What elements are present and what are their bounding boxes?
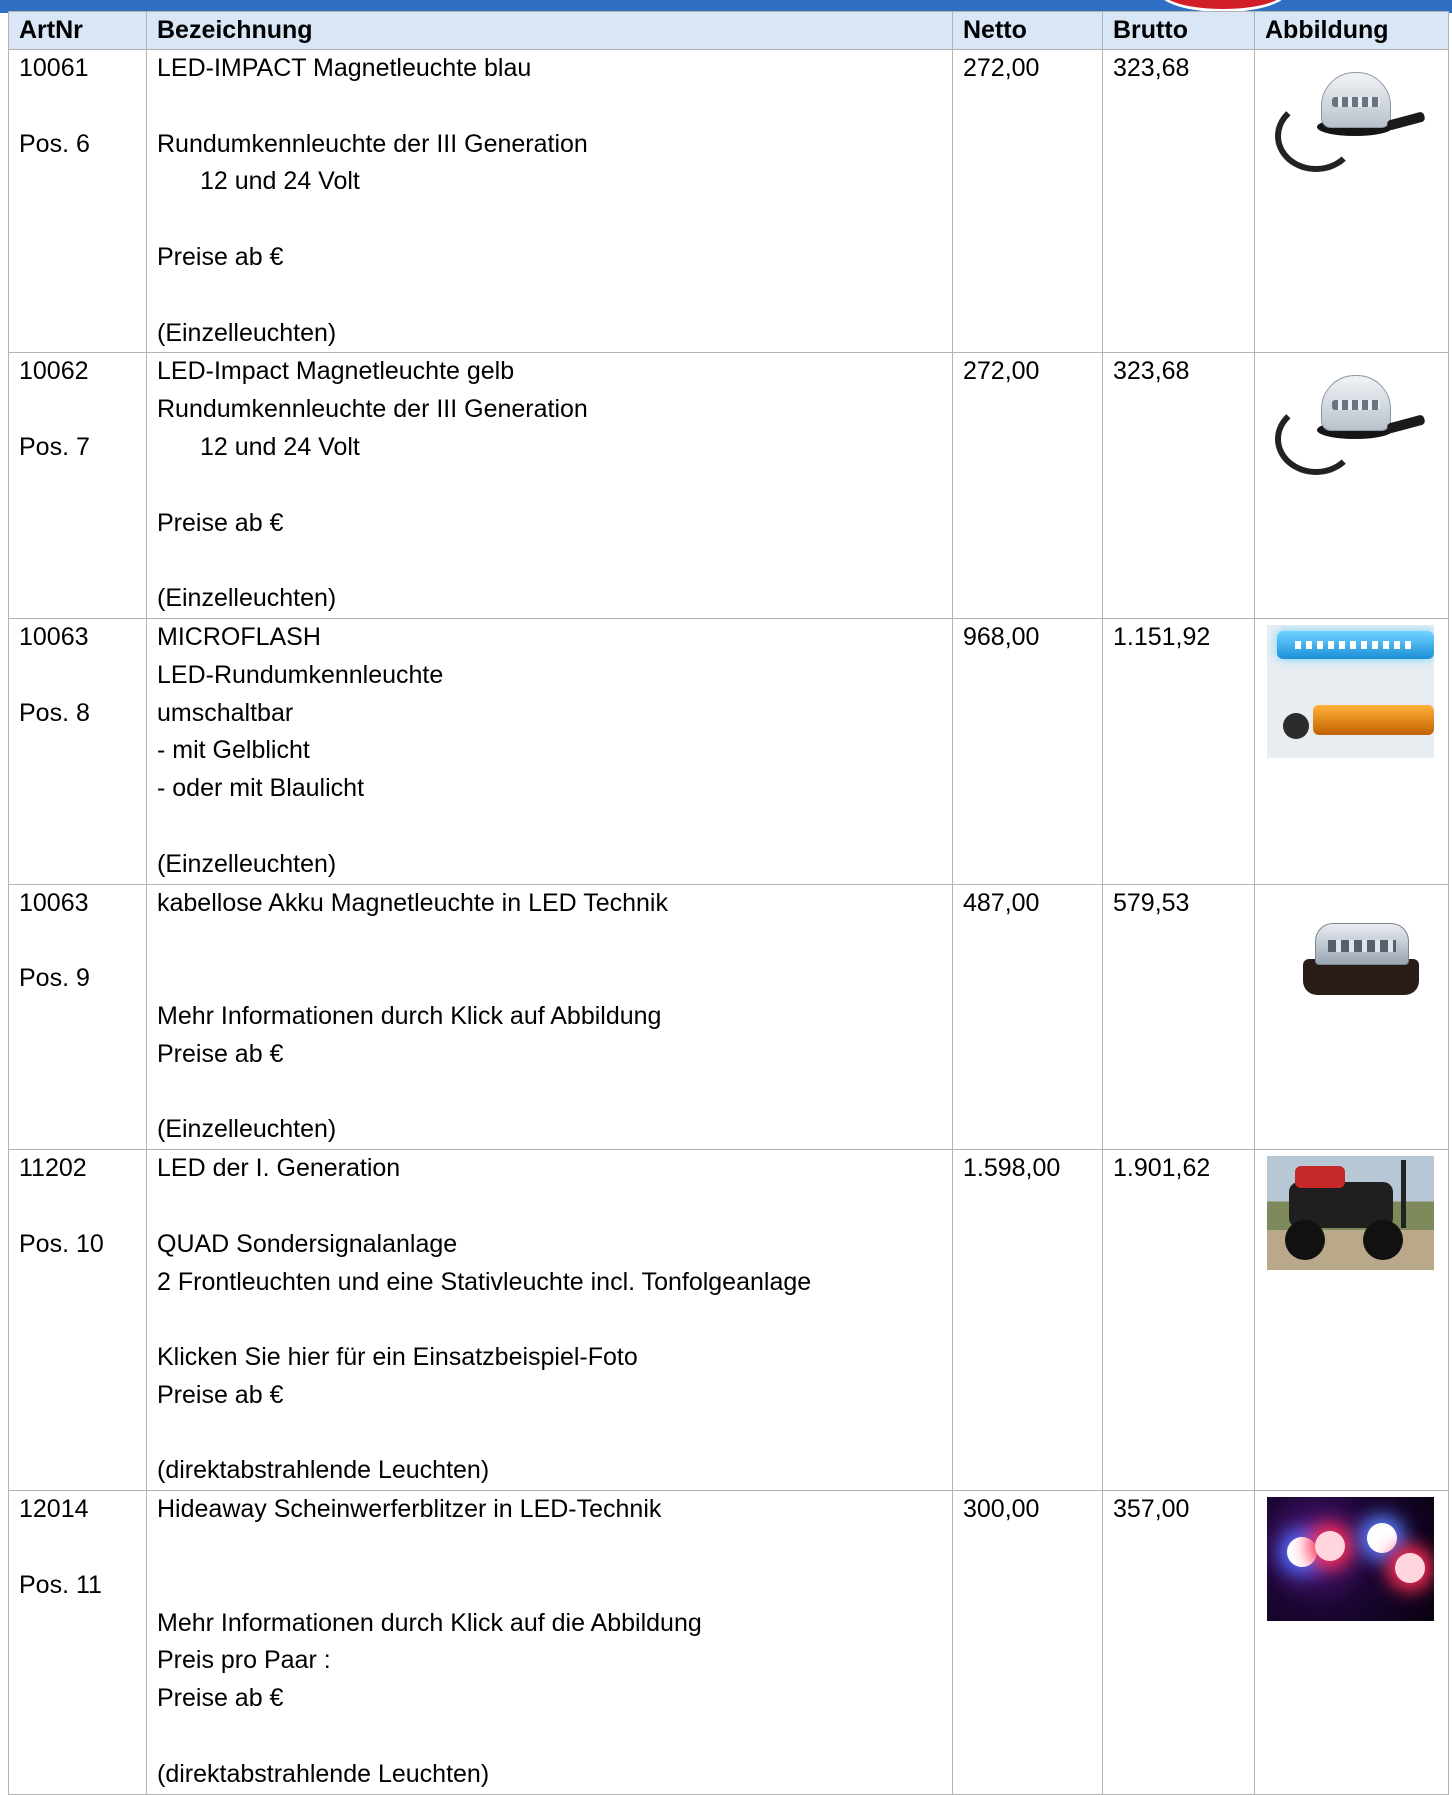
description-cell — [147, 1491, 953, 1794]
artnr-cell — [9, 618, 147, 884]
netto-price: 968,00 — [963, 622, 1040, 651]
desc-note: (Einzelleuchten) — [157, 1115, 337, 1144]
image-cell — [1255, 1491, 1449, 1794]
brutto-price: 323,68 — [1113, 54, 1190, 82]
price-per-pair-label: Preis pro Paar : — [157, 1646, 331, 1675]
position: Pos. 9 — [19, 964, 90, 993]
artnr-cell — [9, 884, 147, 1150]
artnr: 10061 — [19, 54, 89, 82]
more-info-text: Mehr Informationen durch Klick auf die Abbildung — [157, 1608, 702, 1637]
description-cell — [147, 884, 953, 1150]
image-cell — [1255, 353, 1449, 619]
artnr: 10063 — [19, 888, 89, 917]
magnet-light-photo[interactable] — [1267, 359, 1434, 477]
brutto-price: 1.901,62 — [1113, 1154, 1211, 1183]
image-cell — [1255, 618, 1449, 884]
brutto-price: 1.151,92 — [1113, 622, 1211, 651]
header-abbildung: Abbildung — [1255, 12, 1449, 50]
desc-note: (Einzelleuchten) — [157, 849, 337, 878]
brutto-cell — [1103, 618, 1255, 884]
desc-line: 12 und 24 Volt — [200, 432, 360, 461]
desc-line: 12 und 24 Volt — [200, 167, 360, 196]
netto-cell — [953, 353, 1103, 619]
position: Pos. 11 — [19, 1570, 102, 1599]
brutto-price: 357,00 — [1113, 1495, 1190, 1524]
desc-note: (direktabstrahlende Leuchten) — [157, 1456, 490, 1485]
price-from-label: Preise ab € — [157, 1684, 284, 1713]
artnr-cell — [9, 50, 147, 353]
table-row — [9, 1491, 1449, 1794]
desc-line: Rundumkennleuchte der III Generation — [157, 395, 588, 424]
artnr-cell — [9, 1491, 147, 1794]
brutto-cell — [1103, 1150, 1255, 1491]
header-brutto: Brutto — [1103, 12, 1255, 50]
artnr: 12014 — [19, 1495, 89, 1524]
image-cell — [1255, 50, 1449, 353]
desc-line: - oder mit Blaulicht — [157, 774, 365, 803]
description-cell — [147, 618, 953, 884]
netto-price: 300,00 — [963, 1495, 1040, 1524]
price-from-label: Preise ab € — [157, 508, 284, 537]
description-cell — [147, 353, 953, 619]
artnr-cell — [9, 1150, 147, 1491]
artnr: 11202 — [19, 1154, 87, 1183]
table-row — [9, 353, 1449, 619]
more-info-text: Mehr Informationen durch Klick auf Abbildung — [157, 1001, 662, 1030]
price-from-label: Preise ab € — [157, 242, 284, 271]
desc-line: QUAD Sondersignalanlage — [157, 1229, 458, 1258]
table-row — [9, 884, 1449, 1150]
price-from-label: Preise ab € — [157, 1380, 284, 1409]
artnr: 10062 — [19, 357, 89, 386]
product-title: LED-IMPACT Magnetleuchte blau — [157, 54, 532, 82]
artnr: 10063 — [19, 622, 89, 651]
price-from-label: Preise ab € — [157, 1039, 284, 1068]
netto-cell — [953, 50, 1103, 353]
netto-price: 272,00 — [963, 54, 1040, 82]
netto-cell — [953, 618, 1103, 884]
image-cell — [1255, 1150, 1449, 1491]
header-netto: Netto — [953, 12, 1103, 50]
brutto-cell — [1103, 353, 1255, 619]
position: Pos. 6 — [19, 129, 90, 158]
netto-cell — [953, 884, 1103, 1150]
brutto-price: 323,68 — [1113, 357, 1190, 386]
position: Pos. 7 — [19, 432, 90, 461]
position: Pos. 10 — [19, 1229, 104, 1258]
desc-line: - mit Gelblicht — [157, 736, 310, 765]
netto-cell — [953, 1491, 1103, 1794]
product-title: kabellose Akku Magnetleuchte in LED Technik — [157, 888, 668, 917]
image-cell — [1255, 884, 1449, 1150]
product-title: LED der I. Generation — [157, 1154, 401, 1183]
position: Pos. 8 — [19, 698, 90, 727]
desc-note: (direktabstrahlende Leuchten) — [157, 1759, 490, 1788]
table-row — [9, 1150, 1449, 1491]
header-bezeichnung: Bezeichnung — [147, 12, 953, 50]
desc-note: (Einzelleuchten) — [157, 318, 337, 347]
netto-price: 487,00 — [963, 888, 1040, 917]
netto-cell — [953, 1150, 1103, 1491]
brutto-cell — [1103, 50, 1255, 353]
hideaway-flasher-photo[interactable] — [1267, 1497, 1434, 1621]
desc-note: (Einzelleuchten) — [157, 584, 337, 613]
desc-line: 2 Frontleuchten und eine Stativleuchte incl. Tonfolgeanlage — [157, 1267, 812, 1296]
netto-price: 1.598,00 — [963, 1154, 1061, 1183]
battery-magnet-light-photo[interactable] — [1267, 891, 1434, 1009]
microflash-lightbar-photo[interactable] — [1267, 625, 1434, 758]
table-row — [9, 50, 1449, 353]
description-cell — [147, 1150, 953, 1491]
netto-price: 272,00 — [963, 357, 1040, 386]
table-row — [9, 618, 1449, 884]
brutto-cell — [1103, 1491, 1255, 1794]
desc-line: Rundumkennleuchte der III Generation — [157, 129, 588, 158]
magnet-light-photo[interactable] — [1267, 56, 1434, 174]
artnr-cell — [9, 353, 147, 619]
product-title: Hideaway Scheinwerferblitzer in LED-Technik — [157, 1495, 662, 1524]
table-header-row — [9, 12, 1449, 50]
brutto-cell — [1103, 884, 1255, 1150]
description-cell — [147, 50, 953, 353]
header-artnr: ArtNr — [9, 12, 147, 50]
desc-line: LED-Rundumkennleuchte — [157, 660, 444, 689]
product-title: MICROFLASH — [157, 622, 321, 651]
example-photo-link[interactable]: Klicken Sie hier für ein Einsatzbeispiel-Foto — [157, 1343, 638, 1372]
product-title: LED-Impact Magnetleuchte gelb — [157, 357, 515, 386]
quad-vehicle-photo[interactable] — [1267, 1156, 1434, 1270]
brutto-price: 579,53 — [1113, 888, 1190, 917]
product-price-table — [8, 11, 1449, 1795]
desc-line: umschaltbar — [157, 698, 294, 727]
